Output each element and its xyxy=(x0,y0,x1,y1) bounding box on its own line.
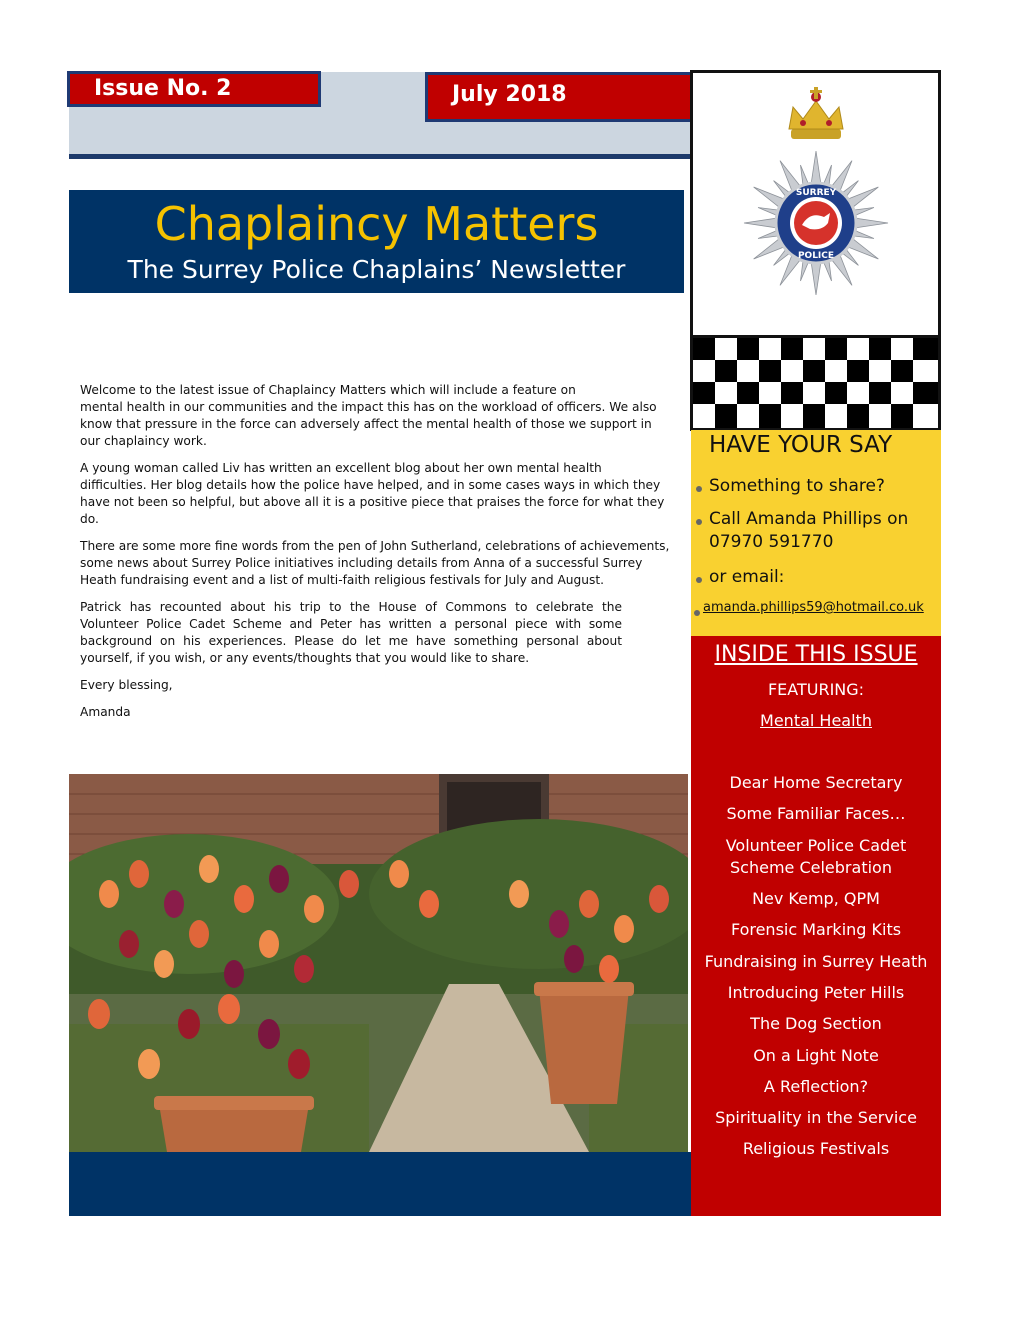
inside-issue-heading: INSIDE THIS ISSUE xyxy=(714,642,918,667)
email-link[interactable]: amanda.phillips59@hotmail.co.uk xyxy=(703,600,924,615)
bullet-icon xyxy=(696,519,702,525)
welcome-para-1b: mental health in our communities and the impact this has on the workload of officers. We also know that pressure in the force can adversely affect the mental health of those we support in our chaplaincy work. xyxy=(80,400,657,448)
feature-link-mental-health[interactable]: Mental Health xyxy=(760,711,872,730)
surrey-police-crest-icon xyxy=(693,73,938,335)
toc-item: Dear Home Secretary xyxy=(729,773,903,792)
masthead-banner xyxy=(69,190,684,293)
welcome-signoff: Every blessing, xyxy=(80,678,173,692)
have-your-say-panel xyxy=(691,430,941,636)
issue-date-box: July 2018 xyxy=(425,72,693,122)
star-badge-icon xyxy=(744,151,888,295)
masthead-subtitle: The Surrey Police Chaplains’ Newsletter xyxy=(127,255,626,284)
welcome-para-4: Patrick has recounted about his trip to the House of Commons to celebrate the Volunteer Police Cadet Scheme and Peter has written a personal piece with some background on his experiences. Please do let me have something personal about yourself, if you wish, or any events/thoughts that you would like to share. xyxy=(80,600,622,665)
toc-item: Introducing Peter Hills xyxy=(727,983,905,1002)
toc-item: Religious Festivals xyxy=(742,1139,890,1158)
toc-item: Some Familiar Faces… xyxy=(726,804,906,823)
sillitoe-checker-band xyxy=(690,335,941,431)
crown-icon xyxy=(789,87,843,139)
toc-item: The Dog Section xyxy=(750,1014,882,1033)
toc-item: Fundraising in Surrey Heath xyxy=(704,952,928,971)
welcome-signature: Amanda xyxy=(80,705,131,719)
toc-item: On a Light Note xyxy=(753,1046,879,1065)
crest-text-top: SURREY xyxy=(795,188,837,198)
footer-band xyxy=(69,1152,691,1216)
header-rule xyxy=(69,154,691,159)
toc-item: Nev Kemp, QPM xyxy=(752,889,880,908)
masthead-title: Chaplaincy Matters xyxy=(154,197,599,251)
toc-item: Spirituality in the Service xyxy=(715,1108,917,1127)
tulip-garden-photo-icon xyxy=(69,774,688,1152)
crest-box xyxy=(690,70,941,338)
tulip-garden-photo xyxy=(69,774,688,1152)
say-line-share: Something to share? xyxy=(709,476,885,496)
toc-item: A Reflection? xyxy=(763,1077,869,1096)
crest-text-bottom: POLICE xyxy=(797,251,835,261)
say-line-call: Call Amanda Phillips on xyxy=(709,509,909,529)
welcome-para-1a: Welcome to the latest issue of Chaplaincy Matters which will include a feature on xyxy=(80,383,576,397)
have-your-say-title: HAVE YOUR SAY xyxy=(709,432,893,458)
welcome-para-2: A young woman called Liv has written an excellent blog about her own mental health difficulties. Her blog details how the police have helped, and in some cases ways in which they have not been so helpful, but above all it is a positive piece that praises the force for what they do. xyxy=(80,461,665,526)
say-phone: 07970 591770 xyxy=(709,532,834,552)
toc-item: Forensic Marking Kits xyxy=(730,920,902,939)
featuring-label: FEATURING: xyxy=(767,680,865,699)
bullet-icon xyxy=(696,486,702,492)
welcome-article xyxy=(80,382,670,731)
welcome-para-3: There are some more fine words from the pen of John Sutherland, celebrations of achievements, some news about Surrey Police initiatives including details from Anna of a successful Surrey Heath fundraising event and a list of multi-faith religious festivals for July and August. xyxy=(80,539,670,587)
toc-item: Scheme Celebration xyxy=(730,858,892,877)
inside-this-issue-panel xyxy=(691,636,941,1216)
bullet-icon xyxy=(696,577,702,583)
toc-item: Volunteer Police Cadet xyxy=(725,836,907,855)
say-line-email: or email: xyxy=(709,567,785,587)
issue-number-box: Issue No. 2 xyxy=(67,71,321,107)
bullet-icon xyxy=(694,610,700,616)
